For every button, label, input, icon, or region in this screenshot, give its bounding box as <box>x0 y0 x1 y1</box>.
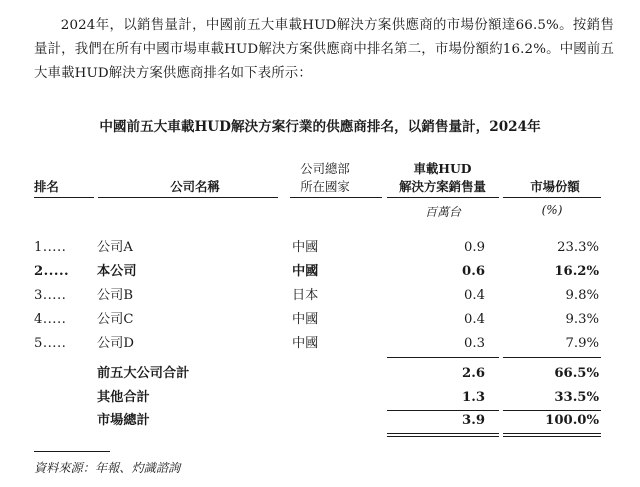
grand-total-label: 市場總計 <box>97 413 150 428</box>
source-note: 資料來源：年報、灼識諮詢 <box>34 461 181 475</box>
header-company: 公司名稱 <box>170 179 220 194</box>
row-share: 23.3% <box>557 240 599 255</box>
row-rank: 4..... <box>34 312 67 327</box>
grand-total-share: 100.0% <box>545 413 599 428</box>
total-volume: 2.6 <box>462 366 485 381</box>
row-company: 本公司 <box>97 264 137 279</box>
double-rule-volume-top <box>387 433 499 434</box>
total-row <box>0 388 640 408</box>
row-volume: 0.6 <box>462 264 485 279</box>
row-share: 7.9% <box>565 336 599 351</box>
row-rank: 1..... <box>34 240 67 255</box>
row-share: 9.3% <box>565 312 599 327</box>
row-volume: 0.9 <box>464 240 485 255</box>
row-company: 公司C <box>97 312 134 327</box>
row-country: 中國 <box>292 264 319 279</box>
table-row <box>0 286 640 306</box>
header-rank: 排名 <box>34 179 59 194</box>
row-rank: 3..... <box>34 288 67 303</box>
header-country-line2: 所在國家 <box>300 179 350 194</box>
header-rule-country <box>290 197 382 198</box>
footnote-rule <box>34 451 110 452</box>
row-country: 日本 <box>292 288 319 303</box>
row-company: 公司D <box>97 336 134 351</box>
grand-total-row <box>0 411 640 431</box>
header-volume-line2: 解決方案銷售量 <box>399 179 486 194</box>
header-rule-share <box>503 197 601 198</box>
row-country: 中國 <box>292 240 319 255</box>
table-row <box>0 334 640 354</box>
total-share: 33.5% <box>554 390 599 405</box>
header-rule-rank <box>34 197 94 198</box>
subtotal-rule-volume <box>387 357 499 358</box>
total-row <box>0 364 640 384</box>
header-country-line1: 公司總部 <box>300 161 350 176</box>
total-volume: 1.3 <box>462 390 485 405</box>
header-rule-volume <box>387 197 499 198</box>
table-row <box>0 238 640 258</box>
unit-share: (%) <box>541 203 563 217</box>
total-share: 66.5% <box>554 366 599 381</box>
row-company: 公司A <box>97 240 133 255</box>
double-rule-volume-bottom <box>387 436 499 437</box>
row-volume: 0.4 <box>464 288 485 303</box>
header-country <box>270 160 380 196</box>
row-share: 16.2% <box>554 264 599 279</box>
table-row <box>0 262 640 282</box>
grand-total-volume: 3.9 <box>462 413 485 428</box>
header-share: 市場份額 <box>530 179 580 194</box>
row-country: 中國 <box>292 312 319 327</box>
row-volume: 0.3 <box>464 336 485 351</box>
double-rule-share-bottom <box>503 436 601 437</box>
table-row <box>0 310 640 330</box>
intro-paragraph: 2024年，以銷售量計，中國前五大車載HUD解決方案供應商的市場份額達66.5%。按銷售量計，我們在所有中國市場車載HUD解決方案供應商中排名第二，市場份額約16.2%。中國前五大車載HUD解決方案供應商排名如下表所示： <box>34 18 614 81</box>
row-company: 公司B <box>97 288 134 303</box>
row-rank: 2..... <box>34 264 70 279</box>
unit-volume: 百萬台 <box>424 205 461 219</box>
header-volume-line1: 車載HUD <box>413 161 472 176</box>
row-country: 中國 <box>292 336 319 351</box>
header-volume <box>385 160 500 196</box>
table-title: 中國前五大車載HUD解決方案行業的供應商排名，以銷售量計，2024年 <box>99 119 541 135</box>
row-rank: 5..... <box>34 336 67 351</box>
total-label: 其他合計 <box>97 390 150 405</box>
total-label: 前五大公司合計 <box>97 366 190 381</box>
header-rule-company <box>98 197 278 198</box>
subtotal-rule-share <box>503 357 601 358</box>
double-rule-share-top <box>503 433 601 434</box>
row-volume: 0.4 <box>464 312 485 327</box>
row-share: 9.8% <box>565 288 599 303</box>
